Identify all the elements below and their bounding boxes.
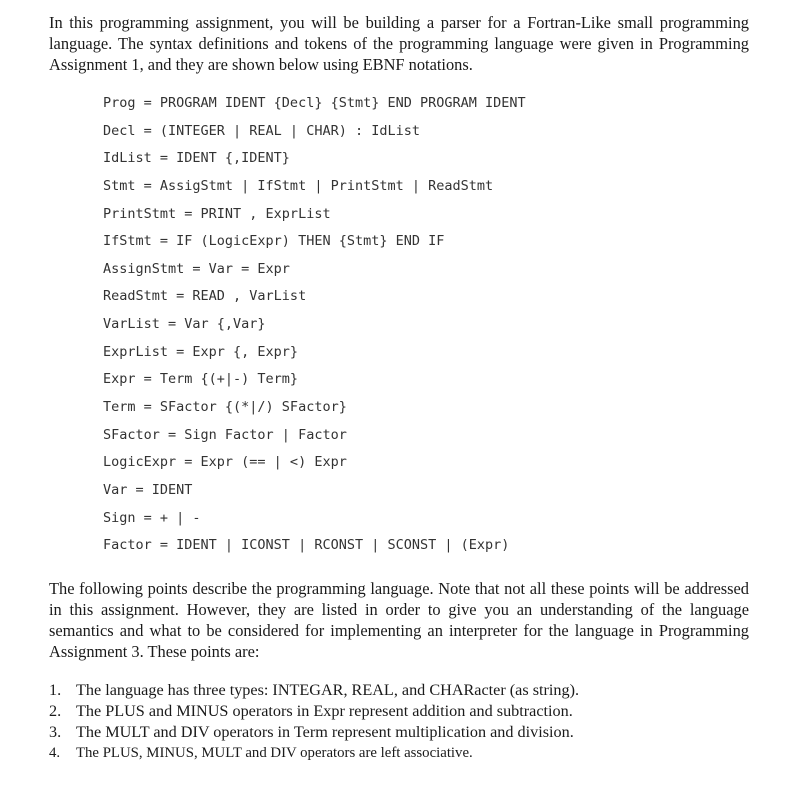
list-item [49, 680, 579, 701]
list-item-text: The PLUS, MINUS, MULT and DIV operators are left associative. [76, 745, 473, 761]
grammar-rule: AssignStmt = Var = Expr [103, 260, 290, 277]
grammar-rule: LogicExpr = Expr (== | <) Expr [103, 454, 347, 471]
grammar-rule: ReadStmt = READ , VarList [103, 288, 307, 305]
grammar-rule: IdList = IDENT {,IDENT} [103, 150, 290, 167]
list-item-text: The MULT and DIV operators in Term represent multiplication and division. [76, 723, 574, 741]
list-item-number: 1. [49, 681, 62, 699]
list-item-number: 3. [49, 723, 62, 741]
grammar-rule: Decl = (INTEGER | REAL | CHAR) : IdList [103, 122, 420, 139]
list-item [49, 743, 579, 764]
grammar-rule: SFactor = Sign Factor | Factor [103, 426, 347, 443]
grammar-rule: Expr = Term {(+|-) Term} [103, 371, 299, 388]
list-item-text: The PLUS and MINUS operators in Expr represent addition and subtraction. [76, 702, 573, 720]
grammar-rule: IfStmt = IF (LogicExpr) THEN {Stmt} END IF [103, 233, 445, 250]
grammar-rule: ExprList = Expr {, Expr} [103, 343, 299, 360]
grammar-rule: VarList = Var {,Var} [103, 316, 266, 333]
grammar-rule: Stmt = AssigStmt | IfStmt | PrintStmt | ReadStmt [103, 177, 494, 194]
list-item-number: 2. [49, 702, 62, 720]
list-item [49, 722, 579, 743]
grammar-rule: Var = IDENT [103, 481, 193, 498]
ebnf-grammar-list [103, 92, 526, 562]
description-paragraph: The following points describe the programming language. Note that not all these points will be addressed in this assignment. However, they are listed in order to give you an understanding of the language semantics and what to be considered for implementing an interpreter for the language in Programming Assignment 3. These points are: [49, 579, 749, 661]
grammar-rule: PrintStmt = PRINT , ExprList [103, 205, 331, 222]
list-item [49, 701, 579, 722]
list-item-text: The language has three types: INTEGAR, REAL, and CHARacter (as string). [76, 681, 580, 699]
list-item-number: 4. [49, 745, 61, 761]
intro-paragraph: In this programming assignment, you will be building a parser for a Fortran-Like small programming language. The syntax definitions and tokens of the programming language were given in Programming Assignment 1, and they are shown below using EBNF notations. [49, 13, 749, 74]
grammar-rule: Prog = PROGRAM IDENT {Decl} {Stmt} END PROGRAM IDENT [103, 95, 526, 111]
grammar-rule: Factor = IDENT | ICONST | RCONST | SCONST | (Expr) [103, 537, 510, 554]
grammar-rule: Sign = + | - [103, 509, 201, 526]
grammar-rule: Term = SFactor {(*|/) SFactor} [103, 399, 347, 416]
language-points-list [49, 680, 579, 764]
